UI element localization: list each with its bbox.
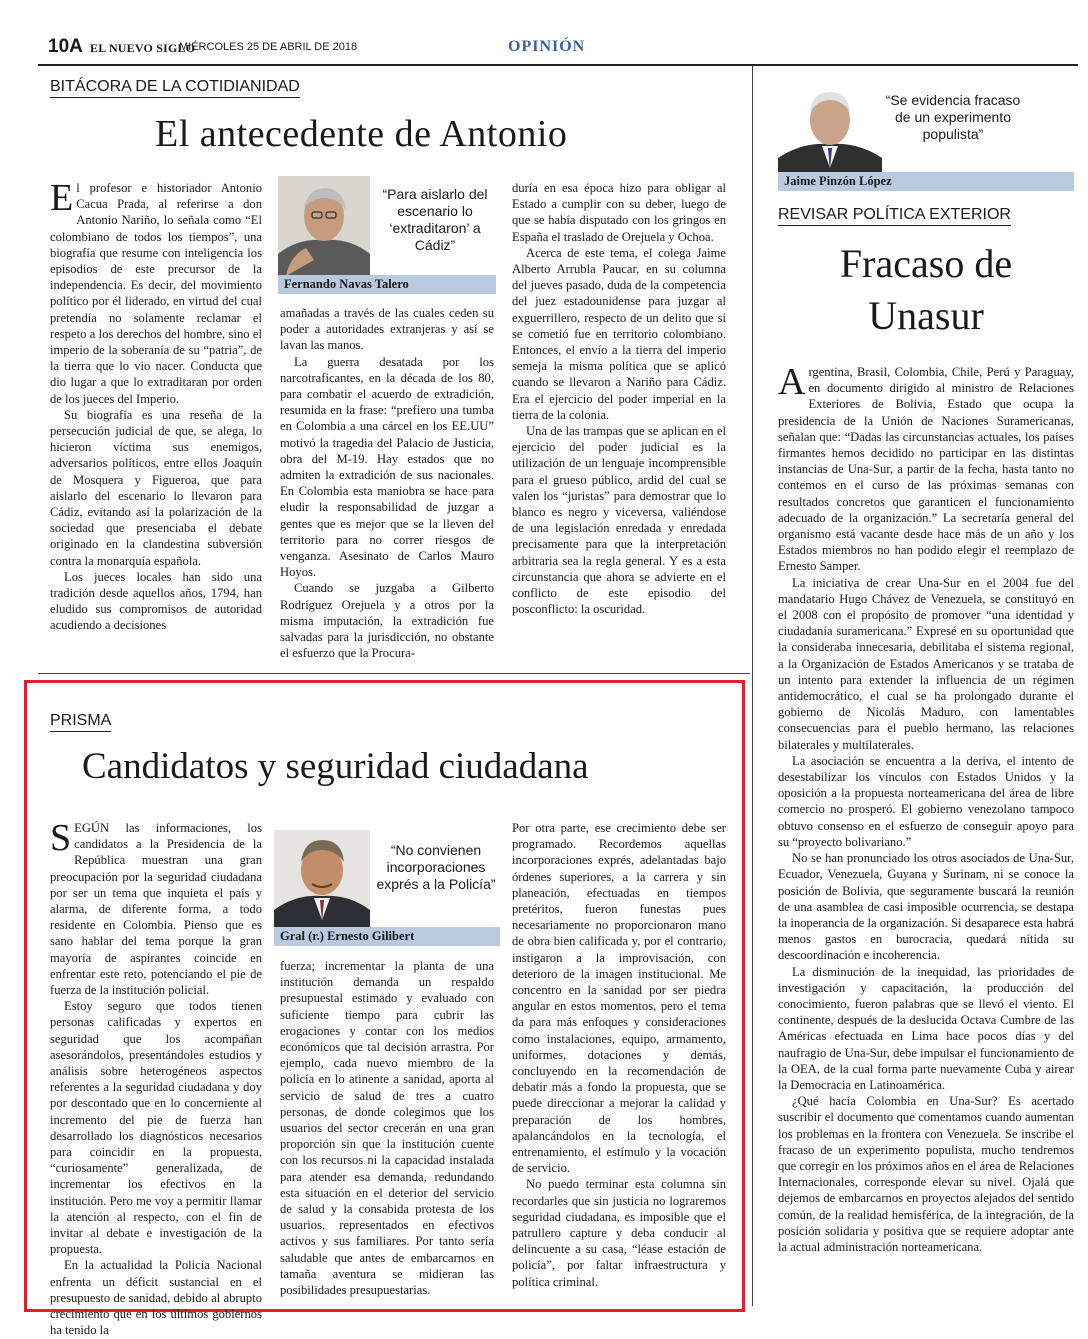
article2-dropcap: S — [50, 817, 72, 859]
author-photo — [274, 830, 370, 930]
article1-column-3 — [512, 180, 726, 650]
paragraph: La disminución de la inequidad, las prioridades de investigación y capacitación, la producción del conocimiento, fueron palabras que se llevó el viento. El continente, después de la deslucida Octava Cumbre de las Américas efectuada en Lima hace pocos días y del naufragio de Una-Sur, debe impulsar el funcionamiento de la OEA, de la cual forma parte nuevamente Cuba y airear la Democracia en Latinoamérica. — [778, 964, 1074, 1092]
paragraph: La iniciativa de crear Una-Sur en el 2004 fue del mandatario Hugo Chávez de Venezuela, se constituyó en el 2008 con el propósito de promover “una identidad y ciudadanía suramericana.” Expresé en su oportunidad que la consideraba innecesaria, debilitaba el sistema regional, a la Organización de Estados Americanos y se trataba de un intento para extender la influencia de un régimen antidemocrático, el cual se ha prolongado durante el gobierno de Nicolás Maduro, con lamentables consecuencias para el pueblo hermano, las relaciones bilaterales y multilaterales. — [778, 575, 1074, 752]
paragraph: duría en esa época hizo para obligar al Estado a cumplir con su deber, luego de que se había disputado con los gringos en España el traslado de Orejuela y Ochoa. — [512, 181, 726, 244]
paragraph: En la actualidad la Policía Nacional enfrenta un déficit sustancial en el presupuesto de sanidad, debido al abrupto crecimiento que en los últimos gobiernos ha tenido la — [50, 1258, 262, 1338]
paragraph: La guerra desatada por los narcotraficantes, en la década de los 80, para combatir el acuerdo de extradición, resumida en la frase: “prefiero una tumba en Colombia a una cárcel en los EE.UU” motivó la tragedia del Palacio de Justicia, obra del M-19. Hay estados que no admiten la extradición de sus nacionales. En Colombia esta maniobra se hace para eludir la responsabilidad de juzgar a gentes que es mejor que se la lleven del territorio para no correr riesgos de venganza. Asesinato de Carlos Mauro Hoyos. — [280, 354, 494, 580]
author-byline: Fernando Navas Talero — [278, 275, 496, 294]
paragraph: La asociación se encuentra a la deriva, el intento de desestabilizar los vínculos con Estados Unidos y la oposición a la propuesta norteamericana del área de libre comercio no prosperó. El gobierno venezolano tampoco obtuvo consenso en el esfuerzo de conseguir apoyo para su “proyecto bolivariano.” — [778, 753, 1074, 849]
paragraph: Por otra parte, ese crecimiento debe ser programado. Recordemos aquellas incorporaciones exprés, adelantadas bajo órdenes superiores, a la carrera y sin planeación, efectuadas en tiempos pretéritos, fueron funestas pues necesariamente no proporcionaron mano de obra bien calificada y, por el contrario, instigaron a la improvisación, con deterioro de la imagen institucional. Me concentro en la sanidad por ser piedra angular en estos momentos, pero el tema da para más enfoques y consideraciones como instalaciones, equipo, armamento, uniformes, dotaciones y demás, concluyendo en la recomendación de debatir más a fondo la propuesta, que se puede direccionar a mejorar la calidad y preparación de los hombres, apalancándolos en la tecnología, el entrenamiento, el estímulo y la vocación de servicio. — [512, 821, 726, 1176]
paragraph: Los jueces locales han sido una tradición desde aquellos años, 1794, han eludido sus compromisos de autoridad acudiendo a decisiones — [50, 569, 262, 633]
author-photo — [278, 176, 370, 276]
author-byline: Jaime Pinzón López — [778, 172, 1074, 191]
pull-quote: “Se evidencia fracaso de un experimento populista” — [885, 92, 1021, 142]
article3-dropcap: A — [778, 361, 806, 403]
paragraph: Su biografía es una reseña de la persecución judicial de que, se alega, lo hicieron víctima sus enemigos, adversarios políticos, entre ellos Joaquín de Mosquera y Figueroa, que para aislarlo del escenario lo llevaron para Cádiz, evitando así la polarización de la sociedad que presenciaba el debate originado en la clandestina subversión contra la monarquía española. — [50, 407, 262, 568]
pull-quote: “Para aislarlo del escenario lo ‘extraditaron’ a Cádiz” — [382, 186, 488, 253]
article3-kicker: REVISAR POLÍTICA EXTERIOR — [778, 206, 1011, 226]
header-rule — [38, 64, 1078, 66]
paragraph: rgentina, Brasil, Colombia, Chile, Perú y Paraguay, en documento dirigido al ministro de Relaciones Exteriores de Bolivia, Estado que ocupa la presidencia de la Unión de Naciones Suramericanas, señalan que: “Dadas las circunstancias actuales, los países firmantes hemos decidido no participar en las distintas instancias de Una-Sur, a partir de la fecha, hasta tanto no contemos en el curso de las próximas semanas con resultados concretos que garanticen el funcionamiento adecuado de la organización.” La secretaría general del organismo está vacante desde hace más de un año y los Estados miembros no han podido elegir el reemplazo de Ernesto Samper. — [778, 365, 1074, 574]
paragraph: No se han pronunciado los otros asociados de Una-Sur, Ecuador, Venezuela, Guyana y Surinam, ni se conoce la posición de Bolivia, que seguramente buscará la reunión de una asamblea de casi imposible ocurrencia, se destapa la inoperancia de la organización. Si desaparece esta habrá menos gastos en burocracia, quedará nítida su descoordinación e incoherencia. — [778, 851, 1074, 963]
paragraph: l profesor e historiador Antonio Cacua Prada, al referirse a don Antonio Nariño, lo señala como “El colombiano de todos los tiempos”, una biografía que resume con inteligencia los episodios de este precursor de la independencia. Es decir, del movimiento político por él liderado, en virtud del cual pretendía no solamente reclamar el respeto a los derechos del hombre, sino el imperio de la soberanía de su “patria”, de la tierra que lo vio nacer. Conducta que dio lugar a que lo extraditaran por orden de los jueces del Imperio. — [50, 181, 262, 406]
page-header — [48, 34, 1078, 62]
article3-headline-line2: Unasur — [868, 293, 984, 338]
article1-column-2 — [280, 305, 494, 661]
paragraph: fuerza; incrementar la planta de una institución demanda un respaldo presupuestal estimado y evaluado con suficiente tiempo para cubrir las erogaciones y contar con los medios económicos que tal decisión arrastra. Por ejemplo, cada nuevo miembro de la policía en lo atinente a sanidad, aporta al servicio de salud de tres a cuatro personas, de donde colegimos que los usuarios del sector crecerán en una gran proporción sin que la institución cuente con los recursos ni la capacidad instalada para atender esa demanda, redundando esta situación en el deterior del servicio de salud y la consabida protesta de los usuarios, representados en efectivos activos y sus familiares. Por tanto sería saludable que antes de embarcarnos en tamaña aventura se midieran las posibilidades presupuestarias. — [280, 959, 494, 1298]
newspaper-name: EL NUEVO SIGLO — [90, 41, 196, 55]
article2-column-1 — [50, 817, 262, 1338]
article1-column-1 — [50, 177, 262, 650]
article1-dropcap: E — [50, 177, 74, 219]
paragraph: No puedo terminar esta columna sin recordarles que sin justicia no lograremos seguridad ciudadana, es imposible que el patrullero capture y deba conducir al delincuente a su casa, “léase estación de policía”, por faltar infraestructura y política criminal. — [512, 1177, 726, 1289]
paragraph: Acerca de este tema, el colega Jaime Alberto Arrubla Paucar, en su columna del jueves pasado, duda de la competencia del juez estadounidense para juzgar al exguerrillero, respecto de un delito que si se cometió fue en territorio colombiano. Entonces, el envío a la tierra del imperio semeja la misma política que se aplicó cuando se llevaron a Nariño para Cádiz. Era el ejercicio del poder imperial en la tierra de la colonia. — [512, 245, 726, 422]
author-photo — [778, 84, 882, 176]
paragraph: Cuando se juzgaba a Gilberto Rodríguez Orejuela y a otros por la misma imputación, la extradición fue salvadas para la jurisdicción, no obstante el esfuerzo que la Procura- — [280, 581, 494, 661]
issue-date: MIÉRCOLES 25 DE ABRIL DE 2018 — [179, 41, 358, 53]
column-divider — [752, 66, 753, 1306]
paragraph: EGÚN las informaciones, los candidatos a la Presidencia de la República muestran una gran preocupación por la seguridad ciudadana por ser un tema que inquieta el país y alarma, de diferente forma, a todo residente en Colombia. Pienso que es sano hablar del tema porque la gran mayoría de aspirantes coincide en enfrentar este reto, potenciando el pie de fuerza de la institución policial. — [50, 821, 262, 998]
paragraph: Una de las trampas que se aplican en el ejercicio del poder judicial es la utilización de un lenguaje incomprensible para el grueso público, ardid del cual se valen los “juristas” para demostrar que lo blanco es negro y viceversa, valiéndose de una legislación enredada y enredada precisamente para que la interpretación arbitraria sea la regla general. Y es a esta circunstancia que ahora se advierte en el conflicto de este episodio del posconflicto: la oscuridad. — [512, 424, 726, 617]
paragraph: Estoy seguro que todos tienen personas calificadas y expertos en seguridad que los acompañan asesorándolos, presentándoles estudios y análisis sobre heterogéneos aspectos referentes a la seguridad ciudadana y doy por descontado que en lo concerniente al incremento del pie de fuerza han desarrollado los diagnósticos necesarios para coincidir en la propuesta, “curiosamente” generalizada, de incrementar los efectivos en la institución. Pero me voy a permitir llamar la atención al respecto, con el fin de invitar al debate e investigación de la propuesta. — [50, 999, 262, 1257]
article2-column-3 — [512, 820, 726, 1300]
article2-kicker: PRISMA — [50, 712, 111, 732]
article1-headline: El antecedente de Antonio — [155, 113, 568, 155]
article3-headline-line1: Fracaso de — [839, 241, 1013, 286]
article2-headline: Candidatos y seguridad ciudadana — [82, 746, 589, 787]
article1-kicker: BITÁCORA DE LA COTIDIANIDAD — [50, 78, 300, 98]
pull-quote: “No convienen incorporaciones exprés a la Policía” — [376, 842, 496, 892]
paragraph: ¿Qué hacía Colombia en Una-Sur? Es acertado suscribir el documento que comentamos cuando aumentan los problemas en la frontera con Venezuela. Se inscribe el fracaso de un experimento populista, mucho tendremos que corregir en los próximos años en el área de Relaciones Internacionales, corresponde elevar su nivel. Ojalá que dejemos de embarcarnos en proyectos alejados del sentido común, de la realidad hemisférica, de la integración, de la posición solidaria y positiva que se requiere adoptar ante la actual administración norteamericana. — [778, 1094, 1074, 1254]
paragraph: amañadas a través de las cuales ceden su poder a autoridades extranjeras y así se lavan las manos. — [280, 306, 494, 353]
article2-column-2 — [280, 958, 494, 1298]
section-name: OPINIÓN — [508, 38, 586, 55]
author-byline: Gral (r.) Ernesto Gilibert — [274, 927, 500, 946]
article-divider — [38, 673, 750, 674]
article3-column — [778, 361, 1074, 1299]
page-number: 10A — [48, 36, 83, 57]
